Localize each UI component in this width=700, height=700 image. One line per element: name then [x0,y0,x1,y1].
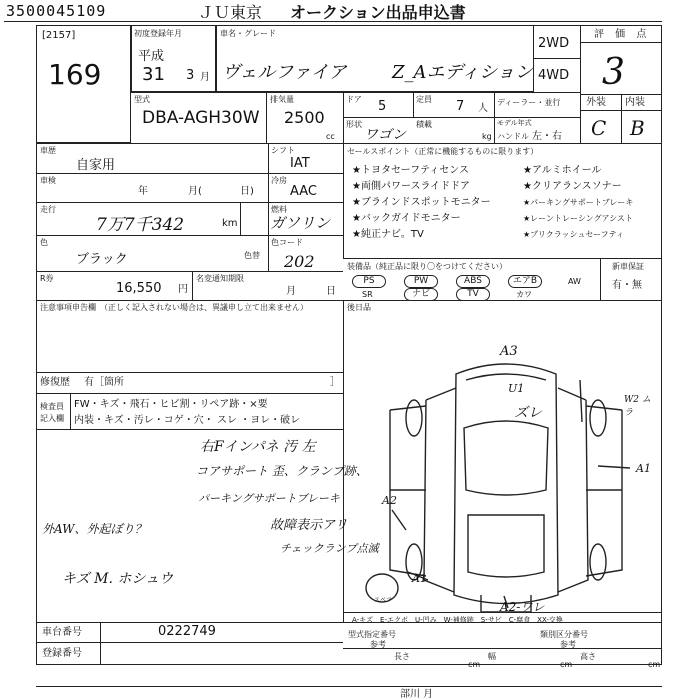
score-label: 評 価 点 [594,29,651,40]
damage-mark-a1-left: A1 [412,572,427,585]
notice-day: 日 [326,286,336,297]
selling-point-item: ★両側パワースライドドア [352,181,470,192]
inspection-day: 日) [240,186,254,197]
chassis-number: 0222749 [158,624,216,639]
width-label: 幅 [488,652,496,661]
capacity-value: 7 [456,99,465,114]
inspector-note: コアサポート 歪、クランプ跡、 [196,464,368,478]
entry-code: [2157] [42,30,76,41]
selling-point-item: ★アルミホイール [523,165,602,176]
inspection-label: 車検 [40,176,56,185]
selling-point-item: ★プリクラッシュセーフティ [523,230,625,239]
repair-value: 有［箇所 [84,377,124,388]
height-label: 高さ [580,652,596,661]
category-label: 類別区分番号 [540,630,588,639]
equipment-sr: SR [362,290,373,299]
inspector-label: 検査員 [40,402,64,411]
inspector-note: パーキングサポートブレーキ [198,492,340,505]
exterior-grade: C [591,116,607,140]
color-value: ブラック [76,252,128,267]
equipment-leather: カワ [516,290,532,299]
wheel-note: 外AW、外起ぼり？ [42,522,147,536]
cm-label-3: cm [648,660,661,669]
damage-mark-u1: U1 [508,382,525,395]
cooler-label: 冷房 [271,176,287,185]
registration-number-label: 登録番号 [42,648,82,659]
notice-month: 月 [286,286,296,297]
inspector-label2: 記入欄 [40,414,64,423]
damage-mark-a2-left: A2 [382,494,397,507]
cm-label-2: cm [560,660,573,669]
equipment-ps: PS [352,275,386,288]
displacement-value: 2500 [284,108,325,127]
selling-point-item: ★ブラインドスポットモニター [352,197,491,208]
repair-label: 修復歴 [40,377,70,388]
damage-mark-bottom: A2-ワレ [500,600,545,614]
shape-value: ワゴン [364,127,406,143]
color-label: 色 [40,238,48,247]
model-designation-label: 型式指定番号 [348,630,396,639]
org-name: ＪＵ東京 [198,3,263,22]
inspection-month: 月( [188,186,202,197]
mileage-unit: km [222,218,238,229]
color-change-label: 色替 [244,251,260,260]
selling-point-item: ★レーントレーシングアシスト [523,214,633,223]
exterior-label: 外装 [586,97,606,108]
score-value: 3 [602,52,625,93]
mileage-value: 7万7千342 [96,215,185,235]
model-value: DBA-AGH30W [142,108,260,128]
fuel-label: 燃料 [271,205,287,214]
doc-number: 3500045109 [6,2,107,20]
model-label: 型式 [134,95,150,104]
equipment-pw: PW [404,275,438,288]
notes-sublabel: （正しく記入されない場合は、異議申し立て出来ません） [100,303,308,312]
capacity-unit: 人 [478,103,488,114]
drive-2wd: 2WD [538,36,570,51]
registration-month: 3 [186,68,195,83]
selling-point-item: ★トヨタセーフティセンス [352,165,469,176]
car-damage-diagram [346,340,660,622]
recycle-label: R券 [40,274,54,283]
selling-point-item: ★パーキングサポートブレーキ [523,198,634,207]
repair-close: ］ [330,377,340,388]
inspector-note: 右Fインパネ 汚 左 [200,439,316,455]
chassis-label: 車台番号 [42,627,82,638]
vehicle-name-label: 車名・グレード [220,29,276,38]
damage-mark-top: A3 [500,344,518,359]
equipment-abs: ABS [456,275,490,288]
inspection-exterior-row: FW・キズ・飛石・ヒビ割・リペア跡・×要 [74,399,268,410]
entry-number: 169 [48,58,102,91]
selling-point-item: ★バックガイドモニター [352,213,461,224]
inspection-year: 年 [138,186,148,197]
shape-label: 形状 [346,120,362,129]
color-code-value: 202 [284,252,315,271]
color-code-label: 色コード [271,238,303,247]
equipment-aw: AW [568,277,581,286]
ref-label-2: 参考 [560,640,576,649]
equipment-label: 装備品（純正品に限り〇をつけてください） [347,262,507,271]
drive-4wd: 4WD [538,68,570,83]
inspection-interior-row: 内装・キズ・汚レ・コゲ・穴・ スレ ・ヨレ・破レ [74,415,301,426]
displacement-unit: cc [326,132,335,141]
post-label: 後日品 [347,303,371,312]
model-year-label: モデル年式 [497,119,532,127]
inspector-note: 故障表示アリ [270,518,348,533]
page-title: オークション出品申込書 [290,3,466,22]
fuel-value: ガソリン [270,214,331,232]
equipment-tv: TV [456,288,490,301]
selling-points-label: セールスポイント（正常に機能するものに限ります） [347,147,539,156]
registration-month-unit: 月 [200,72,210,83]
interior-label: 内装 [625,97,645,108]
vehicle-name: ヴェルファイア [222,62,347,83]
interior-grade: B [630,116,645,140]
selling-point-item: ★クリアランスソナー [523,181,622,192]
new-car-warranty-label: 新車保証 [612,262,644,271]
recycle-unit: 円 [178,284,188,295]
history-value: 自家用 [76,158,116,173]
spare-tire-label: スペア [374,597,393,604]
selling-point-item: ★純正ナビ。TV [352,229,424,240]
handle-label: ハンドル [497,132,529,141]
shift-label: シフト [271,146,295,155]
shift-value: IAT [290,156,310,171]
damage-mark-zure: ズレ [514,405,542,421]
cooler-value: AAC [290,184,317,199]
damage-mark-right-top: W2 ムラ [624,395,651,418]
registration-year: 31 [142,64,165,85]
vehicle-grade: Z_Aエディション [392,62,533,83]
dealer-label: ディーラー・並行 [497,98,561,107]
notice-label: 名変通知期限 [196,274,244,283]
damage-legend: A-キズ E-エクボ U-凹み W-補修跡 S-サビ C-腐食 XX-交換 [352,616,563,624]
load-unit: kg [482,132,492,141]
inspector-note: チェックランプ点滅 [280,542,379,555]
ref-label: 参考 [370,640,386,649]
recycle-amount: 16,550 [116,281,162,296]
history-label: 車歴 [40,146,56,155]
footer-note: 部川 月 [400,689,434,700]
cm-label: cm [468,660,481,669]
notes-label: 注意事項申告欄 [40,303,96,312]
load-label: 積載 [416,120,432,129]
handle-value: 左・右 [532,131,562,142]
doors-value: 5 [378,99,387,114]
registration-era: 平成 [138,49,165,64]
displacement-label: 排気量 [270,95,294,104]
doors-label: ドア [346,95,362,104]
registration-label: 初度登録年月 [134,29,182,38]
capacity-label: 定員 [416,95,432,104]
damage-mark-a1-right: A1 [636,462,651,475]
mileage-label: 走行 [40,205,56,214]
equipment-airbag: エアB [508,275,542,288]
length-label: 長さ [394,652,410,661]
scratch-note: キズ M. ホシュウ [62,571,174,587]
new-car-warranty-value: 有・無 [612,280,642,291]
equipment-navi: ナビ [404,288,438,301]
